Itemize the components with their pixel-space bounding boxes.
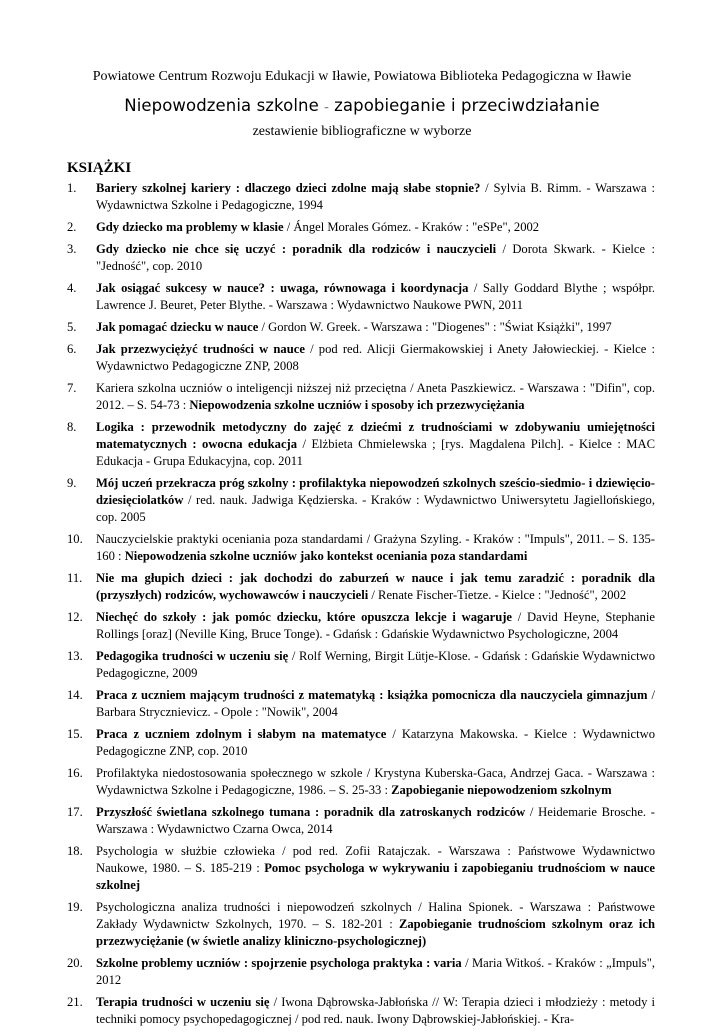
bibliography-entry [67,955,655,989]
entry-number: 18. [67,844,83,858]
entry-title: Terapia trudności w uczeniu się [96,995,270,1009]
entry-number: 13. [67,649,83,663]
entry-text [96,766,655,797]
entry-title: Pomoc psychologa w wykrywaniu i zapobieganiu trudnościom w nauce szkolnej [96,861,655,892]
entry-description: / Sylvia B. Rimm. - Warszawa : Wydawnictwa Szkolne i Pedagogiczne, 1994 [96,181,655,212]
entry-text [96,320,612,334]
entry-description: / David Heyne, Stephanie Rollings [oraz] (Neville King, Bruce Tonge). - Gdańsk : Gdańskie Wydawnictwo Psychologiczne, 2004 [96,610,655,641]
entry-number: 20. [67,956,83,970]
entry-title: Mój uczeń przekracza próg szkolny : profilaktyka niepowodzeń szkolnych sześcio-siedmio- i dziewięcio-dziesięciolatków [96,476,655,507]
entry-text [96,381,655,412]
bibliography-list [67,180,655,1033]
entry-title: Przyszłość świetlana szkolnego tumana : poradnik dla zatroskanych rodziców [96,805,526,819]
bibliography-entry [67,648,655,682]
entry-text [96,281,655,312]
entry-title: Jak osiągać sukcesy w nauce? : uwaga, równowaga i koordynacja [96,281,469,295]
bibliography-entry [67,280,655,314]
entry-text [96,649,655,680]
entry-description: / Iwona Dąbrowska-Jabłońska // W: Terapia dzieci i młodzieży : metody i techniki pomocy psychopedagogicznej / pod red. nauk. Iwony Dąbrowskiej-Jabłońskiej. - Kra- [96,995,656,1026]
entry-title: Niechęć do szkoły : jak pomóc dziecku, które opuszcza lekcje i wagaruje [96,610,512,624]
bibliography-entry [67,475,655,526]
entry-text [96,342,655,373]
entry-title: Szkolne problemy uczniów : spojrzenie psychologa praktyka : varia [96,956,462,970]
entry-description: / Barbara Strycznievicz. - Opole : "Nowik", 2004 [96,688,655,719]
entry-text [96,688,655,719]
entry-title: Bariery szkolnej kariery : dlaczego dzieci zdolne mają słabe stopnie? [96,181,481,195]
entry-number: 3. [67,242,77,256]
entry-text [96,420,655,468]
bibliography-entry [67,531,655,565]
entry-title: Gdy dziecko ma problemy w klasie [96,220,284,234]
bibliography-entry [67,380,655,414]
bibliography-entry [67,726,655,760]
entry-description: / Gordon W. Greek. - Warszawa : "Diogenes" : "Świat Książki", 1997 [258,320,612,334]
bibliography-entry [67,570,655,604]
entry-title: Pedagogika trudności w uczeniu się [96,649,289,663]
entry-description: Psychologia w służbie człowieka / pod red. Zofii Ratajczak. - Warszawa : Państwowe Wydawnictwo Naukowe, 1980. – S. 185-219 : [96,844,655,875]
entry-number: 7. [67,381,77,395]
entry-number: 6. [67,342,77,356]
entry-title: Niepowodzenia szkolne uczniów i sposoby ich przezwyciężania [189,398,525,412]
entry-number: 12. [67,610,83,624]
bibliography-entry [67,180,655,214]
entry-number: 5. [67,320,77,334]
entry-text [96,242,655,273]
entry-number: 17. [67,805,83,819]
entry-description: / Heidemarie Brosche. - Warszawa : Wydawnictwo Czarna Owca, 2014 [96,805,655,836]
bibliography-entry [67,219,655,236]
entry-description: / pod red. Alicji Giermakowskiej i Anety Jałowieckiej. - Kielce : Wydawnictwo Pedagogiczne ZNP, 2008 [96,342,655,373]
bibliography-entry [67,994,655,1028]
institution-header: Powiatowe Centrum Rozwoju Edukacji w Iławie, Powiatowa Biblioteka Pedagogiczna w Iławie [92,69,632,84]
bibliography-entry [67,419,655,470]
entry-text [96,571,655,602]
entry-title: Niepowodzenia szkolne uczniów jako kontekst oceniania poza standardami [124,549,528,563]
title-secondary: zapobieganie i przeciwdziałanie [334,96,600,115]
bibliography-entry [67,899,655,950]
entry-description: / Maria Witkoś. - Kraków : „Impuls", 2012 [96,956,655,987]
entry-description: Profilaktyka niedostosowania społecznego w szkole / Krystyna Kuberska-Gaca, Andrzej Gaca. - Warszawa : Wydawnictwa Szkolne i Pedagogiczne, 1986. – S. 25-33 : [96,766,655,797]
entry-title: Jak przezwyciężyć trudności w nauce [96,342,305,356]
entry-description: Kariera szkolna uczniów o inteligencji niższej niż przeciętna / Aneta Paszkiewicz. - Warszawa : "Difin", cop. 2012. – S. 54-73 : [96,381,655,412]
entry-number: 21. [67,995,83,1009]
entry-number: 9. [67,476,77,490]
entry-description: / Rolf Werning, Birgit Lütje-Klose. - Gdańsk : Gdańskie Wydawnictwo Pedagogiczne, 2009 [96,649,655,680]
entry-title: Praca z uczniem mającym trudności z matematyką : książka pomocnicza dla nauczyciela gimnazjum [96,688,648,702]
entry-number: 8. [67,420,77,434]
bibliography-entry [67,341,655,375]
entry-text [96,727,655,758]
bibliography-entry [67,687,655,721]
document-subtitle: zestawienie bibliograficzne w wyborze [252,124,472,139]
entry-text [96,610,655,641]
entry-number: 14. [67,688,83,702]
entry-text [96,476,655,524]
entry-title: Logika : przewodnik metodyczny do zajęć z dziećmi z trudnościami w zdobywaniu umiejętności matematycznych : owocna edukacja [96,420,655,451]
entry-number: 15. [67,727,83,741]
entry-description: / Elżbieta Chmielewska ; [rys. Magdalena Pilch]. - Kielce : MAC Edukacja - Grupa Edukacyjna, cop. 2011 [96,437,655,468]
document-title [0,96,724,115]
title-dash: – [324,103,329,113]
bibliography-entry [67,241,655,275]
entry-title: Zapobieganie trudnościom szkolnym oraz ich przezwyciężanie (w świetle analizy kliniczno-psychologicznej) [96,917,655,948]
bibliography-entry [67,765,655,799]
entry-text [96,844,655,892]
bibliography-entry [67,843,655,894]
entry-text [96,532,655,563]
entry-title: Nie ma głupich dzieci : jak dochodzi do zaburzeń w nauce i jak temu zaradzić : poradnik dla (przyszłych) rodziców, wychowawców i nauczycieli [96,571,655,602]
entry-description: Nauczycielskie praktyki oceniania poza standardami / Grażyna Szyling. - Kraków : "Impuls", 2011. – S. 135-160 : [96,532,655,563]
entry-description: Psychologiczna analiza trudności i niepowodzeń szkolnych / Halina Spionek. - Warszawa : Państwowe Zakłady Wydawnictw Szkolnych, 1970. – S. 182-201 : [96,900,655,931]
entry-text [96,956,655,987]
bibliography-entry [67,609,655,643]
entry-description: / red. nauk. Jadwiga Kędzierska. - Kraków : Wydawnictwo Uniwersytetu Jagiellońskiego, cop. 2005 [96,493,655,524]
entry-number: 1. [67,181,77,195]
entry-number: 11. [67,571,83,585]
title-main: Niepowodzenia szkolne [124,96,319,115]
entry-number: 2. [67,220,77,234]
entry-text [96,995,655,1026]
entry-description: / Sally Goddard Blythe ; współpr. Lawrence J. Beuret, Peter Blythe. - Warszawa : Wydawnictwo Naukowe PWN, 2011 [96,281,655,312]
entry-text [96,181,655,212]
entry-number: 19. [67,900,83,914]
section-heading: KSIĄŻKI [67,160,132,176]
entry-description: / Katarzyna Makowska. - Kielce : Wydawnictwo Pedagogiczne ZNP, cop. 2010 [96,727,655,758]
entry-text [96,805,655,836]
entry-title: Praca z uczniem zdolnym i słabym na matematyce [96,727,387,741]
entry-number: 4. [67,281,77,295]
bibliography-entry [67,319,655,336]
entry-description: / Ángel Morales Gómez. - Kraków : "eSPe", 2002 [283,220,540,234]
entry-number: 10. [67,532,83,546]
entry-text [96,900,655,948]
entry-title: Jak pomagać dziecku w nauce [96,320,259,334]
entry-description: / Renate Fischer-Tietze. - Kielce : "Jedność", 2002 [368,588,627,602]
bibliography-entry [67,804,655,838]
entry-number: 16. [67,766,83,780]
entry-title: Gdy dziecko nie chce się uczyć : poradnik dla rodziców i nauczycieli [96,242,497,256]
entry-description: / Dorota Skwark. - Kielce : "Jedność", cop. 2010 [96,242,655,273]
entry-text [96,220,539,234]
entry-title: Zapobieganie niepowodzeniom szkolnym [391,783,612,797]
